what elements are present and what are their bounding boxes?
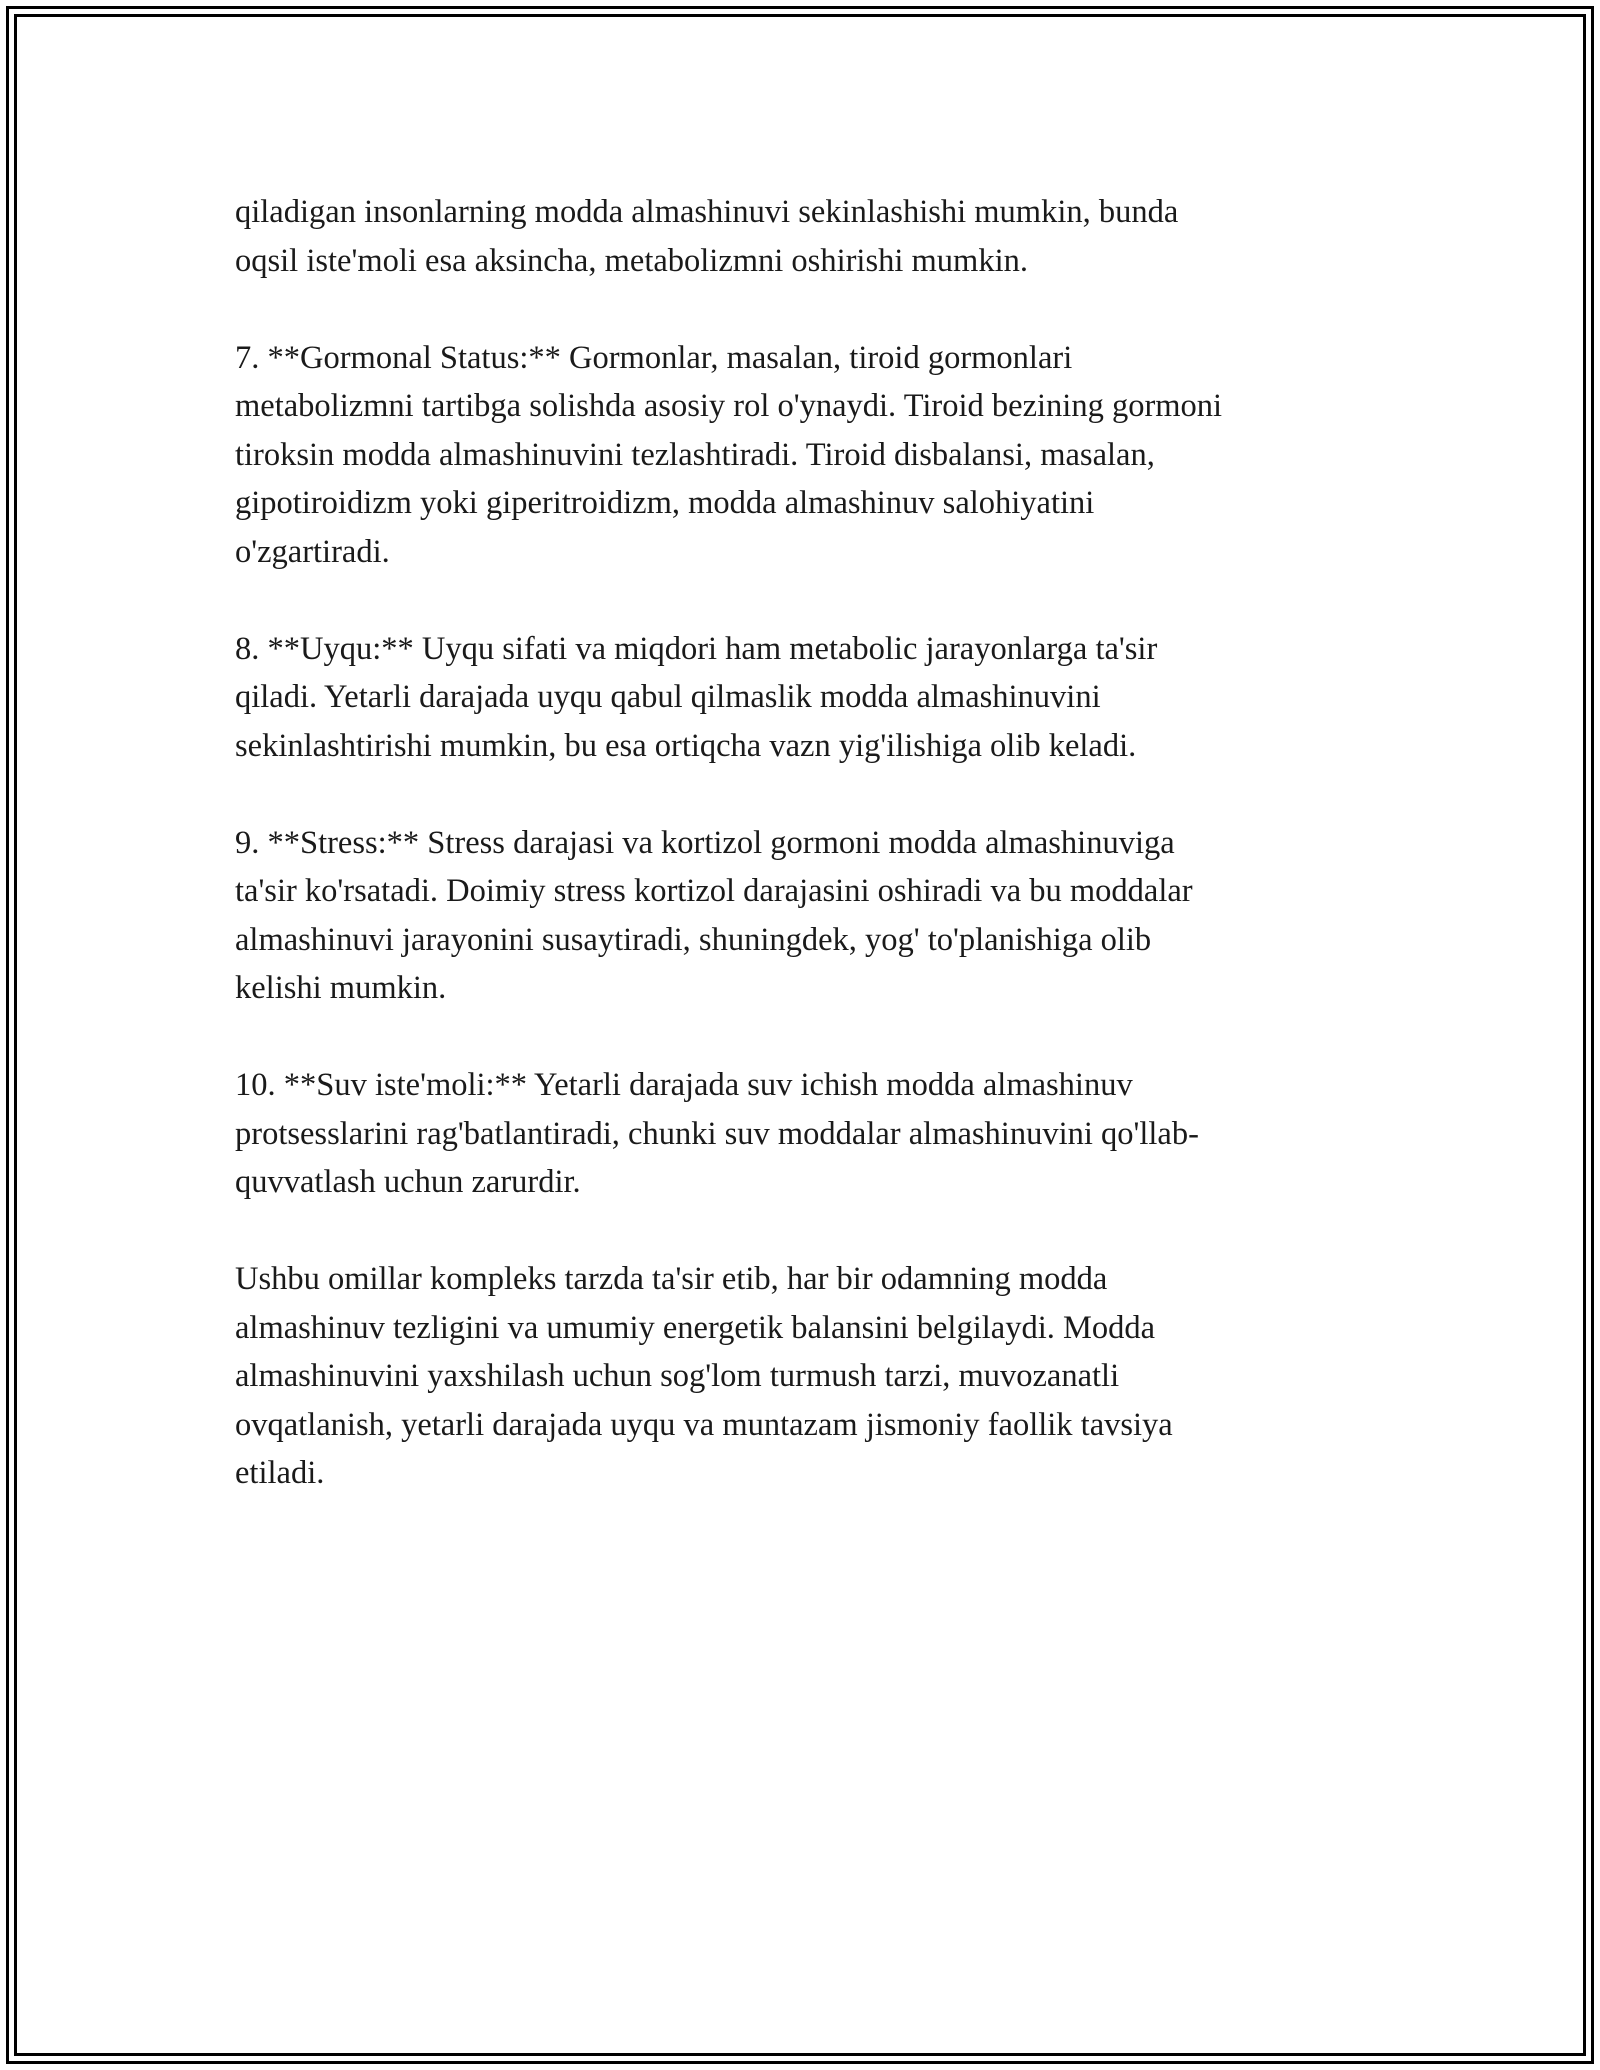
document-body xyxy=(235,188,1365,1546)
paragraph-stress: 9. **Stress:** Stress darajasi va kortizol gormoni modda almashinuviga ta'sir ko'rsatadi. Doimiy stress kortizol darajasini oshiradi va bu moddalar almashinuvi jarayonini susaytiradi, shuningdek, yog' to'planishiga olib kelishi mumkin. xyxy=(235,824,1193,1006)
paragraph-sleep: 8. **Uyqu:** Uyqu sifati va miqdori ham metabolic jarayonlarga ta'sir qiladi. Yetarli darajada uyqu qabul qilmaslik modda almashinuvini sekinlashtirishi mumkin, bu esa ortiqcha vazn yig'ilishiga olib keladi. xyxy=(235,630,1158,764)
paragraph-water-intake: 10. **Suv iste'moli:** Yetarli darajada suv ichish modda almashinuv protsesslarini rag'batlantiradi, chunki suv moddalar almashinuvini qo'llab- quvvatlash uchun zarurdir. xyxy=(235,1067,1199,1200)
paragraph-conclusion: Ushbu omillar kompleks tarzda ta'sir etib, har bir odamning modda almashinuv tezligini va umumiy energetik balansini belgilaydi. Modda almashinuvini yaxshilash uchun sog'lom turmush tarzi, muvozanatli ovqatlanish, yetarli darajada uyqu va muntazam jismoniy faollik tavsiya etiladi. xyxy=(235,1261,1173,1491)
paragraph-hormonal-status: 7. **Gormonal Status:** Gormonlar, masalan, tiroid gormonlari metabolizmni tartibga solishda asosiy rol o'ynaydi. Tiroid bezining gormoni tiroksin modda almashinuvini tezlashtiradi. Tiroid disbalansi, masalan, gipotiroidizm yoki giperitroidizm, modda almashinuv salohiyatini o'zgartiradi. xyxy=(235,339,1223,570)
paragraph-metabolism-continuation: qiladigan insonlarning modda almashinuvi sekinlashishi mumkin, bunda oqsil iste'moli esa aksincha, metabolizmni oshirishi mumkin. xyxy=(235,194,1179,279)
